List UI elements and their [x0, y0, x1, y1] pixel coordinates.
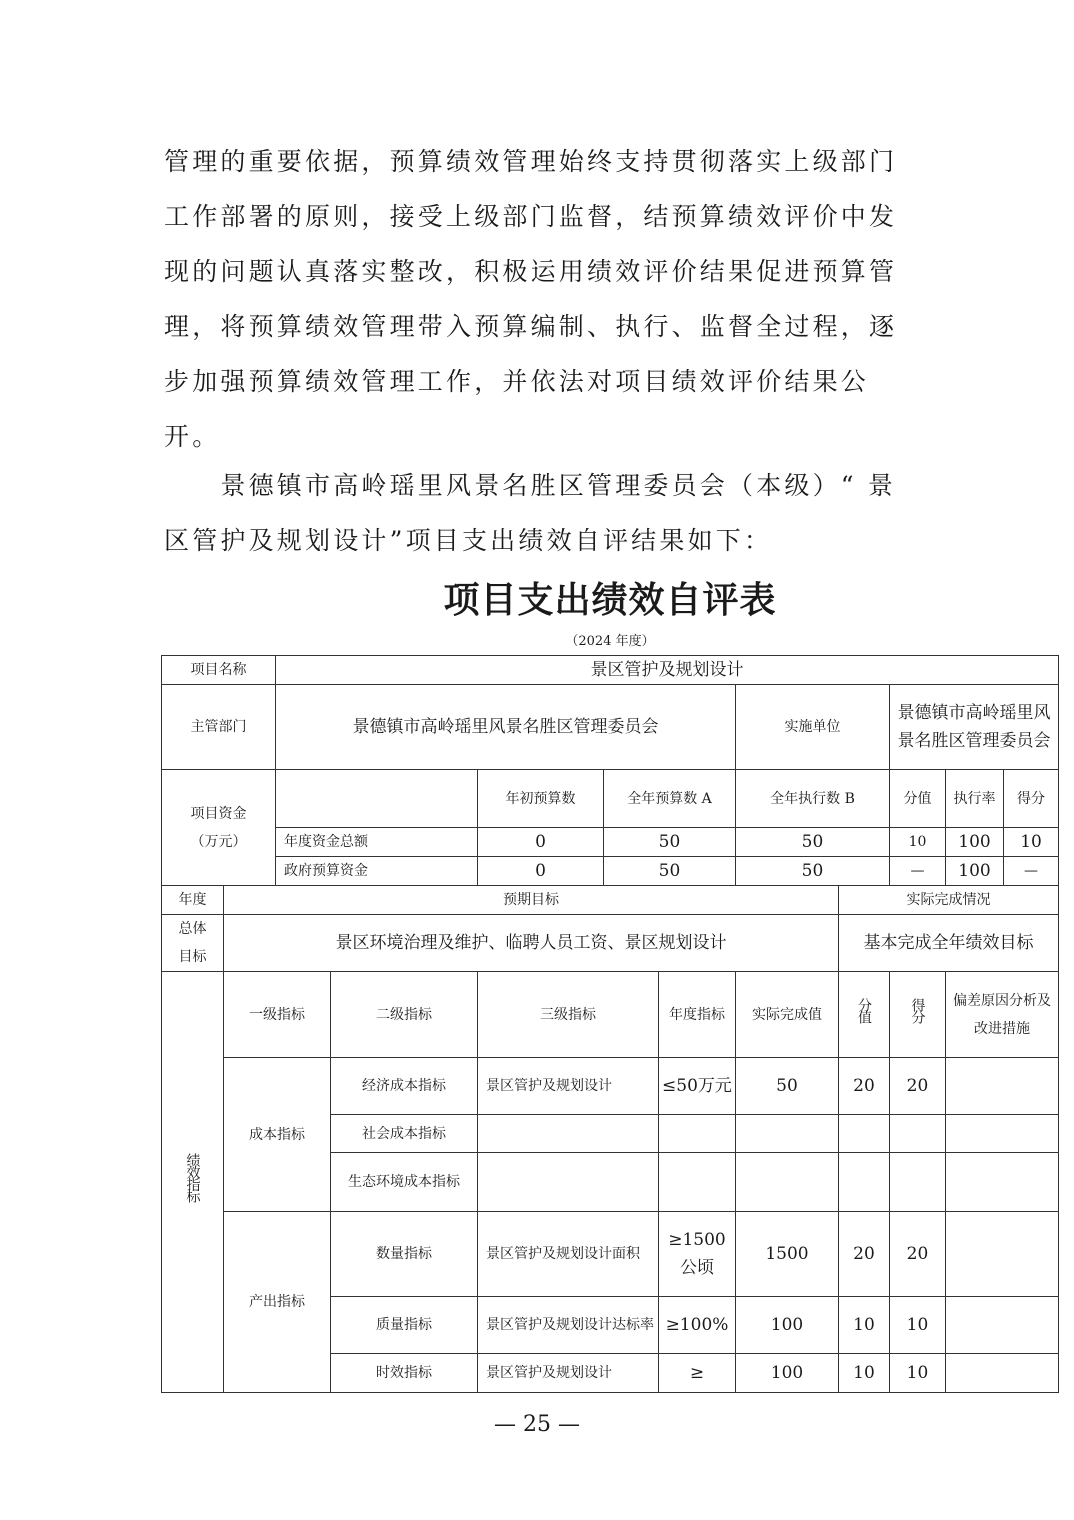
- table-row: [162, 1212, 1059, 1297]
- table-row: [162, 972, 1059, 1058]
- level3-cell: [478, 1153, 659, 1212]
- annual-cell: ≥: [659, 1354, 736, 1393]
- deviation-cell: [946, 1153, 1059, 1212]
- page-number: — 25 —: [494, 1412, 580, 1437]
- actual-label: 实际完成情况: [839, 886, 1059, 915]
- perf-header-score: [890, 972, 946, 1058]
- perf-header-annual: 年度指标: [659, 972, 736, 1058]
- funds-rate: 100: [946, 828, 1004, 857]
- body-paragraph-1: [164, 134, 914, 464]
- expected-goal: 景区环境治理及维护、临聘人员工资、景区规划设计: [224, 915, 839, 972]
- deviation-cell: [946, 1058, 1059, 1115]
- table-row: [162, 685, 1059, 770]
- project-name: 景区管护及规划设计: [276, 656, 1059, 685]
- text-line: 区管护及规划设计”项目支出绩效自评结果如下：: [164, 526, 773, 555]
- project-name-label: 项目名称: [162, 656, 276, 685]
- perf-header-deviation: 偏差原因分析及改进措施: [946, 972, 1059, 1058]
- goal-label-line: 目标: [178, 949, 207, 965]
- table-title: 项目支出绩效自评表: [443, 580, 777, 621]
- goal-label-part: [162, 915, 224, 972]
- funds-header: 年初预算数: [478, 770, 604, 828]
- annual-cell: ≥100%: [659, 1297, 736, 1354]
- perf-header-level3: 三级指标: [478, 972, 659, 1058]
- level1-cell: 产出指标: [224, 1212, 331, 1393]
- funds-header: 执行率: [946, 770, 1004, 828]
- score-cell: 20: [890, 1212, 946, 1297]
- perf-header-score-text: 得分: [909, 997, 926, 1022]
- score-cell: [890, 1153, 946, 1212]
- text-line: 现的问题认真落实整改，积极运用绩效评价结果促进预算管: [164, 257, 898, 286]
- funds-exec-b: 50: [736, 857, 890, 886]
- text-line: 工作部署的原则，接受上级部门监督，结预算绩效评价中发: [164, 202, 898, 231]
- funds-header: 得分: [1004, 770, 1059, 828]
- perf-header-score-value-text: 分值: [856, 997, 872, 1022]
- dept-label: 主管部门: [162, 685, 276, 770]
- score-value-cell: 10: [839, 1297, 890, 1354]
- level2-cell: 生态环境成本指标: [331, 1153, 478, 1212]
- funds-rate: 100: [946, 857, 1004, 886]
- goal-label-line: 总体: [178, 921, 207, 937]
- text-line: 步加强预算绩效管理工作，并依法对项目绩效评价结果公: [164, 367, 870, 396]
- goal-label-part: 年度: [162, 886, 224, 915]
- level3-cell: 景区管护及规划设计: [478, 1354, 659, 1393]
- table-row: [162, 828, 1059, 857]
- expected-label: 预期目标: [224, 886, 839, 915]
- score-value-cell: [839, 1115, 890, 1153]
- dept-value: 景德镇市高岭瑶里风景名胜区管理委员会: [276, 685, 736, 770]
- table-row: [162, 1058, 1059, 1115]
- text-line: 开。: [164, 422, 221, 451]
- score-value-cell: 20: [839, 1058, 890, 1115]
- actual-cell: 100: [736, 1297, 839, 1354]
- perf-header-score-value: [839, 972, 890, 1058]
- actual-cell: 100: [736, 1354, 839, 1393]
- table-row: [162, 770, 1059, 828]
- level2-cell: 数量指标: [331, 1212, 478, 1297]
- deviation-cell: [946, 1297, 1059, 1354]
- body-paragraph-2: [164, 458, 914, 568]
- performance-table: [161, 655, 1059, 1393]
- text-line: 管理的重要依据，预算绩效管理始终支持贯彻落实上级部门: [164, 147, 898, 176]
- funds-score: —: [1004, 857, 1059, 886]
- funds-label-line2: （万元）: [190, 833, 247, 850]
- score-cell: [890, 1115, 946, 1153]
- annual-cell: ≤50万元: [659, 1058, 736, 1115]
- perf-header-level1: 一级指标: [224, 972, 331, 1058]
- score-value-cell: 20: [839, 1212, 890, 1297]
- impl-value: 景德镇市高岭瑶里风景名胜区管理委员会: [890, 685, 1059, 770]
- actual-cell: [736, 1153, 839, 1212]
- level2-cell: 时效指标: [331, 1354, 478, 1393]
- funds-label: [162, 770, 276, 886]
- funds-row-label: 政府预算资金: [276, 857, 478, 886]
- annual-cell: ≥1500公顷: [659, 1212, 736, 1297]
- funds-header-blank: [276, 770, 478, 828]
- table-row: [162, 886, 1059, 915]
- text-line: 景德镇市高岭瑶里风景名胜区管理委员会（本级）“ 景: [164, 471, 897, 500]
- score-value-cell: [839, 1153, 890, 1212]
- funds-header: 分值: [890, 770, 946, 828]
- level3-cell: 景区管护及规划设计: [478, 1058, 659, 1115]
- funds-score: 10: [1004, 828, 1059, 857]
- funds-header: 全年预算数 A: [604, 770, 736, 828]
- perf-label-text: 绩效指标: [184, 1153, 201, 1201]
- level2-cell: 社会成本指标: [331, 1115, 478, 1153]
- level3-cell: 景区管护及规划设计达标率: [478, 1297, 659, 1354]
- table-row: [162, 857, 1059, 886]
- actual-cell: 1500: [736, 1212, 839, 1297]
- actual-cell: [736, 1115, 839, 1153]
- funds-label-line1: 项目资金: [190, 805, 247, 822]
- deviation-cell: [946, 1354, 1059, 1393]
- funds-initial: 0: [478, 857, 604, 886]
- perf-label: [162, 972, 224, 1393]
- score-cell: 20: [890, 1058, 946, 1115]
- actual-cell: 50: [736, 1058, 839, 1115]
- perf-header-level2: 二级指标: [331, 972, 478, 1058]
- score-cell: 10: [890, 1354, 946, 1393]
- funds-initial: 0: [478, 828, 604, 857]
- level2-cell: 质量指标: [331, 1297, 478, 1354]
- score-value-cell: 10: [839, 1354, 890, 1393]
- level2-cell: 经济成本指标: [331, 1058, 478, 1115]
- deviation-cell: [946, 1115, 1059, 1153]
- level3-cell: [478, 1115, 659, 1153]
- level1-cell: 成本指标: [224, 1058, 331, 1212]
- table-row: [162, 915, 1059, 972]
- table-subtitle: （2024 年度）: [565, 634, 655, 649]
- level3-cell: 景区管护及规划设计面积: [478, 1212, 659, 1297]
- table-row: [162, 656, 1059, 685]
- impl-label: 实施单位: [736, 685, 890, 770]
- text-line: 理，将预算绩效管理带入预算编制、执行、监督全过程，逐: [164, 312, 898, 341]
- funds-score-value: —: [890, 857, 946, 886]
- deviation-cell: [946, 1212, 1059, 1297]
- funds-row-label: 年度资金总额: [276, 828, 478, 857]
- annual-cell: [659, 1115, 736, 1153]
- funds-header: 全年执行数 B: [736, 770, 890, 828]
- funds-annual-a: 50: [604, 857, 736, 886]
- score-cell: 10: [890, 1297, 946, 1354]
- funds-exec-b: 50: [736, 828, 890, 857]
- funds-score-value: 10: [890, 828, 946, 857]
- funds-annual-a: 50: [604, 828, 736, 857]
- annual-cell: [659, 1153, 736, 1212]
- actual-goal: 基本完成全年绩效目标: [839, 915, 1059, 972]
- perf-header-actual: 实际完成值: [736, 972, 839, 1058]
